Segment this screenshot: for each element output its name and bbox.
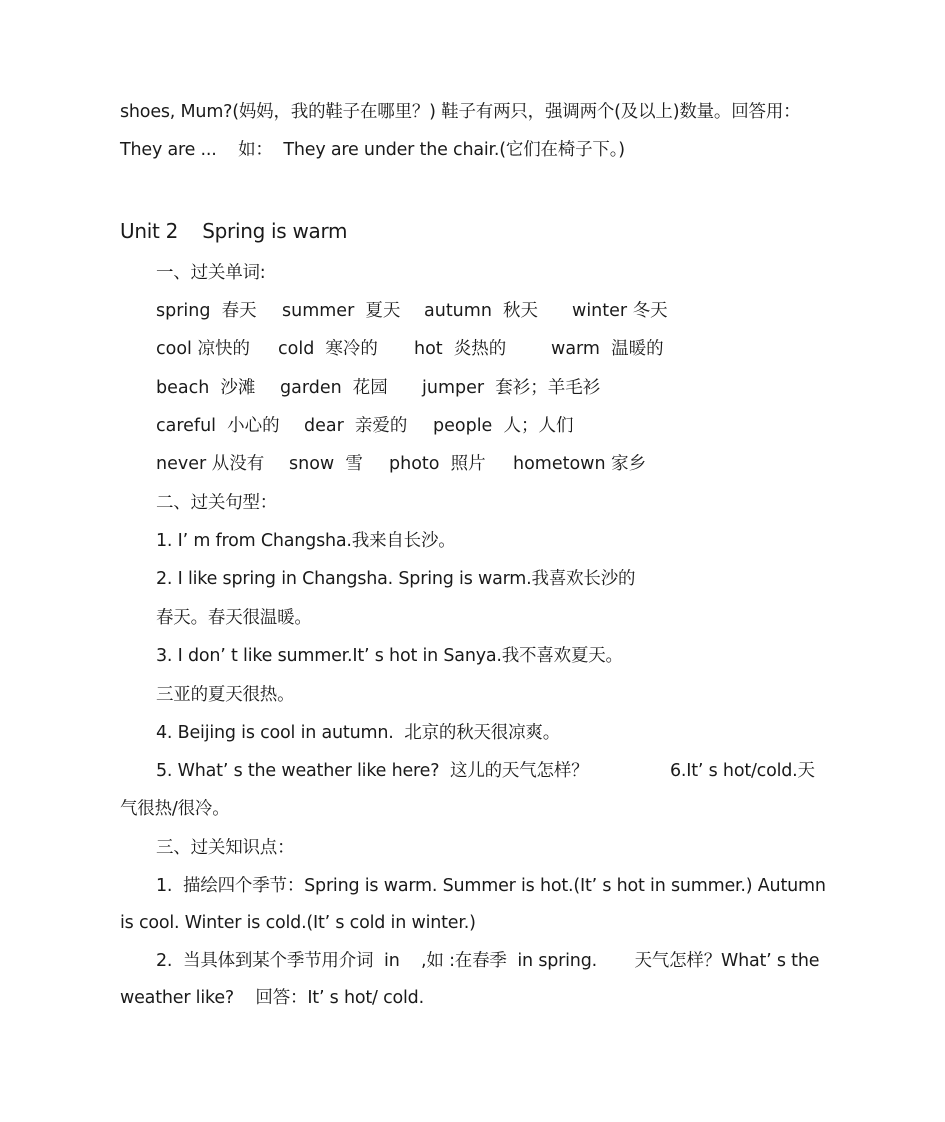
vocab-word: hot 炎热的 <box>414 339 507 359</box>
vocab-word: people 人；人们 <box>433 416 574 436</box>
vocab-word: spring 春天 <box>156 301 257 321</box>
knowledge-1: 1. 描绘四个季节：Spring is warm. Summer is hot.(It’ s hot in summer.) Autumn <box>156 876 826 896</box>
vocab-word: hometown 家乡 <box>513 454 647 474</box>
knowledge-2: 2. 当具体到某个季节用介词 in ,如 :在春季 in spring. 天气怎样？What’ s the <box>156 951 820 971</box>
vocab-word: summer 夏天 <box>282 301 401 321</box>
vocab-word: careful 小心的 <box>156 416 280 436</box>
sentence-5: 5. What’ s the weather like here? 这儿的天气怎样？ <box>156 761 589 781</box>
knowledge-heading: 三、过关知识点： <box>156 838 295 858</box>
vocab-word: cold 寒冷的 <box>278 339 378 359</box>
sentence-4: 4. Beijing is cool in autumn. 北京的秋天很凉爽。 <box>156 723 560 743</box>
knowledge-1-cont: is cool. Winter is cold.(It’ s cold in winter.) <box>120 913 476 933</box>
vocab-word: cool 凉快的 <box>156 339 250 359</box>
vocab-word: warm 温暖的 <box>551 339 664 359</box>
sentence-2: 2. I like spring in Changsha. Spring is warm.我喜欢长沙的 <box>156 569 636 589</box>
sentence-6-cont: 气很热/很冷。 <box>120 799 230 819</box>
sentence-3: 3. I don’ t like summer.It’ s hot in Sanya.我不喜欢夏天。 <box>156 646 623 666</box>
knowledge-2-cont: weather like? 回答：It’ s hot/ cold. <box>120 988 424 1008</box>
sentence-6: 6.It’ s hot/cold.天 <box>670 761 815 781</box>
vocab-heading: 一、过关单词: <box>156 263 266 283</box>
vocab-word: never 从没有 <box>156 454 265 474</box>
vocab-word: dear 亲爱的 <box>304 416 408 436</box>
vocab-word: beach 沙滩 <box>156 378 256 398</box>
intro-line-1: shoes, Mum?(妈妈，我的鞋子在哪里？) 鞋子有两只，强调两个(及以上)数量。回答用： <box>120 102 801 122</box>
sentence-3-cont: 三亚的夏天很热。 <box>156 685 295 705</box>
vocab-word: winter 冬天 <box>572 301 668 321</box>
vocab-word: autumn 秋天 <box>424 301 539 321</box>
sentences-heading: 二、过关句型： <box>156 493 278 513</box>
vocab-word: jumper 套衫；羊毛衫 <box>422 378 601 398</box>
sentence-2-cont: 春天。春天很温暖。 <box>156 608 312 628</box>
intro-line-2: They are ... 如： They are under the chair.(它们在椅子下。) <box>120 140 625 160</box>
vocab-word: snow 雪 <box>289 454 363 474</box>
sentence-1: 1. I’ m from Changsha.我来自长沙。 <box>156 531 456 551</box>
unit-title: Unit 2 Spring is warm <box>120 219 348 243</box>
vocab-word: photo 照片 <box>389 454 486 474</box>
vocab-word: garden 花园 <box>280 378 388 398</box>
